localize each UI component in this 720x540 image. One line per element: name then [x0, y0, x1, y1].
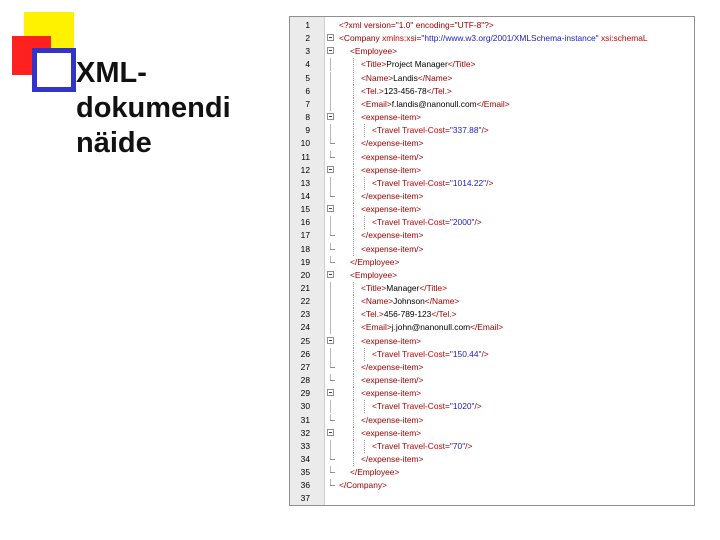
indent-guide: [353, 151, 354, 164]
fold-end-icon: [326, 453, 338, 466]
code-line: [290, 400, 694, 413]
indent-guide: [364, 124, 365, 137]
xml-code-listing: [289, 16, 695, 506]
line-number: 30: [300, 401, 310, 412]
code-token-tag: =: [416, 33, 422, 44]
code-token-attr: Travel-Cost: [402, 217, 445, 228]
code-token-tag: </Company>: [339, 480, 387, 491]
code-text: [361, 85, 452, 98]
code-text: [361, 203, 421, 216]
code-token-tag: <expense-item>: [361, 112, 422, 123]
fold-guide-icon: [326, 440, 338, 453]
indent-guide: [353, 111, 354, 124]
code-line: [290, 361, 694, 374]
fold-collapse-icon[interactable]: [326, 45, 338, 58]
code-token-val: "150.44": [449, 348, 482, 359]
line-number: 27: [300, 361, 310, 372]
indent-guide: [364, 348, 365, 361]
fold-guide-icon: [326, 72, 338, 85]
code-token-tag: <expense-item/>: [361, 375, 424, 386]
code-token-val: "1014.22": [449, 177, 487, 188]
code-token-tag: <expense-item>: [361, 204, 422, 215]
fold-guide-icon: [326, 282, 338, 295]
line-number: 34: [300, 453, 310, 464]
code-text: [361, 164, 421, 177]
fold-guide-icon: [326, 295, 338, 308]
line-number: 3: [305, 46, 310, 57]
code-text: [350, 256, 399, 269]
code-text: [361, 308, 456, 321]
fold-collapse-icon[interactable]: [326, 269, 338, 282]
code-text: [339, 32, 648, 45]
code-token-tag: </expense-item>: [361, 361, 424, 372]
code-text: [361, 427, 421, 440]
code-text: [361, 190, 423, 203]
fold-end-icon: [326, 151, 338, 164]
code-token-tag: </Name>: [424, 296, 460, 307]
code-token-attr: xsi:schemaL: [598, 33, 648, 44]
fold-guide-icon: [326, 400, 338, 413]
indent-guide: [353, 361, 354, 374]
indent-guide: [353, 348, 354, 361]
code-token-attr: Travel-Cost: [402, 177, 445, 188]
code-text: [361, 321, 503, 334]
code-token-text: Landis: [393, 72, 418, 83]
code-line: [290, 216, 694, 229]
code-token-val: "http://www.w3.org/2001/XMLSchema-instance": [421, 33, 599, 44]
code-text: [350, 45, 397, 58]
code-token-text: 456-789-123: [383, 309, 432, 320]
code-text: [361, 151, 423, 164]
code-token-tag: <Tel.>: [361, 309, 384, 320]
fold-end-icon: [326, 466, 338, 479]
indent-guide: [353, 58, 354, 71]
fold-end-icon: [326, 414, 338, 427]
fold-end-icon: [326, 256, 338, 269]
fold-collapse-icon[interactable]: [326, 203, 338, 216]
indent-guide: [353, 229, 354, 242]
code-line: [290, 111, 694, 124]
fold-guide-icon: [326, 177, 338, 190]
code-token-tag: =: [445, 348, 450, 359]
code-token-tag: </expense-item>: [361, 190, 424, 201]
indent-guide: [353, 387, 354, 400]
slide-title-line-2: dokumendi: [76, 92, 231, 124]
line-number: 6: [305, 85, 310, 96]
code-token-tag: <Employee>: [350, 46, 398, 57]
line-number: 31: [300, 414, 310, 425]
code-text: [361, 111, 421, 124]
code-token-tag: <Company: [339, 33, 383, 44]
code-token-text: Manager: [386, 283, 420, 293]
indent-guide: [353, 295, 354, 308]
line-number: 35: [300, 467, 310, 478]
code-token-text: f.landis@nanonull.com: [391, 98, 477, 109]
code-token-val: "70": [449, 440, 466, 451]
code-token-attr: Travel-Cost: [402, 401, 445, 412]
code-line: [290, 492, 694, 505]
code-line: [290, 58, 694, 71]
code-text: [339, 19, 494, 32]
code-line: [290, 440, 694, 453]
code-token-tag: </Email>: [470, 322, 504, 333]
line-number: 32: [300, 427, 310, 438]
code-text: [361, 229, 423, 242]
fold-guide-icon: [326, 308, 338, 321]
indent-guide: [353, 190, 354, 203]
line-number: 13: [300, 177, 310, 188]
code-token-text: j.john@nanonull.com: [391, 322, 471, 333]
code-token-tag: <expense-item>: [361, 164, 422, 175]
line-number: 26: [300, 348, 310, 359]
code-text: [361, 98, 510, 111]
code-token-tag: </expense-item>: [361, 138, 424, 149]
code-token-tag: </Title>: [447, 59, 476, 70]
indent-guide: [353, 321, 354, 334]
line-number: 5: [305, 72, 310, 83]
code-token-tag: </expense-item>: [361, 414, 424, 425]
line-number: 9: [305, 125, 310, 136]
code-text: [361, 295, 459, 308]
code-token-tag: </Employee>: [350, 256, 400, 267]
indent-guide: [353, 85, 354, 98]
line-number: 15: [300, 204, 310, 215]
code-text: [361, 282, 447, 295]
code-token-tag: </Tel.>: [426, 85, 452, 96]
line-number: 2: [305, 33, 310, 44]
line-number: 8: [305, 112, 310, 123]
indent-guide: [353, 282, 354, 295]
code-line: [290, 190, 694, 203]
line-number: 7: [305, 98, 310, 109]
code-text: [361, 361, 423, 374]
code-token-tag: <Travel: [372, 401, 403, 412]
fold-collapse-icon[interactable]: [326, 111, 338, 124]
code-token-attr: Travel-Cost: [402, 125, 445, 136]
line-number: 33: [300, 440, 310, 451]
code-token-tag: </Name>: [417, 72, 453, 83]
code-token-tag: </expense-item>: [361, 453, 424, 464]
indent-guide: [353, 137, 354, 150]
code-token-tag: <expense-item>: [361, 388, 422, 399]
code-token-tag: </Tel.>: [431, 309, 457, 320]
code-line: [290, 19, 694, 32]
indent-guide: [353, 216, 354, 229]
fold-guide-icon: [326, 216, 338, 229]
code-token-val: "337.88": [449, 125, 482, 136]
code-text: [350, 466, 399, 479]
code-text: [350, 269, 397, 282]
fold-collapse-icon[interactable]: [326, 164, 338, 177]
code-text: [339, 479, 387, 492]
code-token-text: 123-456-78: [383, 85, 427, 96]
code-token-tag: <?xml version="1.0" encoding="UTF-8"?>: [339, 20, 494, 30]
code-token-tag: </Email>: [476, 98, 510, 109]
line-number: 23: [300, 309, 310, 320]
indent-guide: [353, 98, 354, 111]
code-line: [290, 308, 694, 321]
code-token-tag: <expense-item/>: [361, 243, 424, 254]
code-text: [361, 414, 423, 427]
code-token-tag: />: [481, 348, 489, 359]
indent-guide: [364, 177, 365, 190]
fold-end-icon: [326, 479, 338, 492]
code-text: [372, 124, 489, 137]
code-text: [361, 453, 423, 466]
code-line: [290, 269, 694, 282]
indent-guide: [364, 216, 365, 229]
line-number: 4: [305, 59, 310, 70]
code-token-tag: />: [474, 401, 482, 412]
code-token-tag: <Name>: [361, 72, 394, 83]
code-line: [290, 387, 694, 400]
decor-corner-mark: [45, 64, 61, 80]
code-line: [290, 229, 694, 242]
code-line: [290, 321, 694, 334]
code-line: [290, 295, 694, 308]
code-token-tag: <Travel: [372, 177, 403, 188]
line-number: 37: [300, 493, 310, 504]
slide-title-line-1: XML-: [76, 57, 147, 89]
indent-guide: [353, 440, 354, 453]
code-line: [290, 124, 694, 137]
indent-guide: [353, 427, 354, 440]
fold-end-icon: [326, 137, 338, 150]
slide-title: [76, 56, 276, 161]
code-token-tag: <Travel: [372, 348, 403, 359]
code-line: [290, 256, 694, 269]
code-text: [361, 58, 475, 71]
fold-guide-icon: [326, 321, 338, 334]
code-token-tag: <Travel: [372, 125, 403, 136]
indent-guide: [353, 124, 354, 137]
code-line: [290, 72, 694, 85]
code-line: [290, 85, 694, 98]
fold-collapse-icon[interactable]: [326, 387, 338, 400]
code-line: [290, 374, 694, 387]
indent-guide: [353, 414, 354, 427]
code-token-tag: </Title>: [419, 283, 447, 293]
code-text: [372, 177, 493, 190]
code-line: [290, 348, 694, 361]
code-line: [290, 414, 694, 427]
indent-guide: [353, 72, 354, 85]
code-text: [361, 335, 421, 348]
code-token-tag: <Tel.>: [361, 85, 384, 96]
line-number: 10: [300, 138, 310, 149]
fold-guide-icon: [326, 58, 338, 71]
code-line: [290, 427, 694, 440]
slide-title-line-3: näide: [76, 127, 152, 159]
code-token-tag: =: [445, 125, 450, 136]
code-line: [290, 243, 694, 256]
code-line: [290, 479, 694, 492]
code-line: [290, 151, 694, 164]
code-token-tag: <Name>: [361, 296, 394, 307]
code-text: [372, 216, 482, 229]
fold-end-icon: [326, 361, 338, 374]
indent-guide: [353, 177, 354, 190]
code-token-tag: <Travel: [372, 440, 403, 451]
line-number: 29: [300, 388, 310, 399]
line-number: 17: [300, 230, 310, 241]
code-token-tag: />: [486, 177, 494, 188]
indent-guide: [353, 374, 354, 387]
code-line: [290, 32, 694, 45]
fold-guide-icon: [326, 348, 338, 361]
code-token-tag: />: [481, 125, 489, 136]
code-line: [290, 466, 694, 479]
code-token-text: Johnson: [393, 296, 425, 307]
indent-guide: [353, 400, 354, 413]
code-token-tag: =: [445, 401, 450, 412]
line-number: 16: [300, 217, 310, 228]
code-line: [290, 203, 694, 216]
code-text: [372, 348, 489, 361]
indent-guide: [353, 453, 354, 466]
code-token-tag: <expense-item>: [361, 335, 422, 346]
code-token-val: "1020": [449, 401, 475, 412]
line-number: 24: [300, 322, 310, 333]
code-text: [361, 374, 423, 387]
line-number: 19: [300, 256, 310, 267]
code-token-text: Project Manager: [386, 59, 448, 70]
code-token-tag: <Email>: [361, 98, 392, 109]
code-token-tag: />: [465, 440, 473, 451]
code-token-tag: />: [474, 217, 482, 228]
fold-collapse-icon[interactable]: [326, 427, 338, 440]
code-line: [290, 177, 694, 190]
code-token-tag: <Title>: [361, 283, 387, 293]
indent-guide: [353, 335, 354, 348]
code-token-attr: Travel-Cost: [402, 440, 445, 451]
code-token-tag: <Email>: [361, 322, 392, 333]
indent-guide: [364, 440, 365, 453]
fold-end-icon: [326, 229, 338, 242]
indent-guide: [353, 203, 354, 216]
line-number: 21: [300, 283, 310, 293]
line-number: 12: [300, 164, 310, 175]
code-line: [290, 335, 694, 348]
line-number: 20: [300, 269, 310, 280]
code-line: [290, 137, 694, 150]
fold-collapse-icon[interactable]: [326, 32, 338, 45]
indent-guide: [364, 400, 365, 413]
code-token-tag: </expense-item>: [361, 230, 424, 241]
code-token-tag: <expense-item>: [361, 427, 422, 438]
indent-guide: [353, 164, 354, 177]
line-number: 18: [300, 243, 310, 254]
code-line: [290, 282, 694, 295]
fold-end-icon: [326, 374, 338, 387]
code-line: [290, 164, 694, 177]
fold-guide-icon: [326, 124, 338, 137]
code-token-tag: <Title>: [361, 59, 387, 70]
line-number: 25: [300, 335, 310, 346]
fold-guide-icon: [326, 85, 338, 98]
line-number: 36: [300, 480, 310, 491]
code-token-tag: =: [445, 217, 450, 228]
code-token-tag: <Travel: [372, 217, 403, 228]
code-token-val: "2000": [449, 217, 475, 228]
code-text: [361, 387, 421, 400]
code-token-tag: =: [445, 440, 450, 451]
code-token-tag: <expense-item/>: [361, 151, 424, 162]
fold-guide-icon: [326, 98, 338, 111]
line-number: 11: [301, 151, 310, 162]
line-number: 22: [300, 296, 310, 307]
code-text: [372, 400, 482, 413]
code-text: [361, 137, 423, 150]
line-number: 1: [305, 20, 310, 30]
code-token-attr: Travel-Cost: [402, 348, 445, 359]
line-number: 28: [300, 375, 310, 386]
code-line: [290, 98, 694, 111]
code-text: [361, 243, 423, 256]
code-text: [361, 72, 452, 85]
indent-guide: [353, 243, 354, 256]
fold-end-icon: [326, 243, 338, 256]
indent-guide: [353, 308, 354, 321]
code-token-tag: <Employee>: [350, 269, 398, 280]
code-line: [290, 453, 694, 466]
code-token-attr: xmlns:xsi: [382, 33, 417, 44]
line-number: 14: [300, 190, 310, 201]
code-line: [290, 45, 694, 58]
fold-end-icon: [326, 190, 338, 203]
code-token-tag: </Employee>: [350, 467, 400, 478]
code-token-tag: =: [445, 177, 450, 188]
fold-collapse-icon[interactable]: [326, 335, 338, 348]
code-text: [372, 440, 472, 453]
